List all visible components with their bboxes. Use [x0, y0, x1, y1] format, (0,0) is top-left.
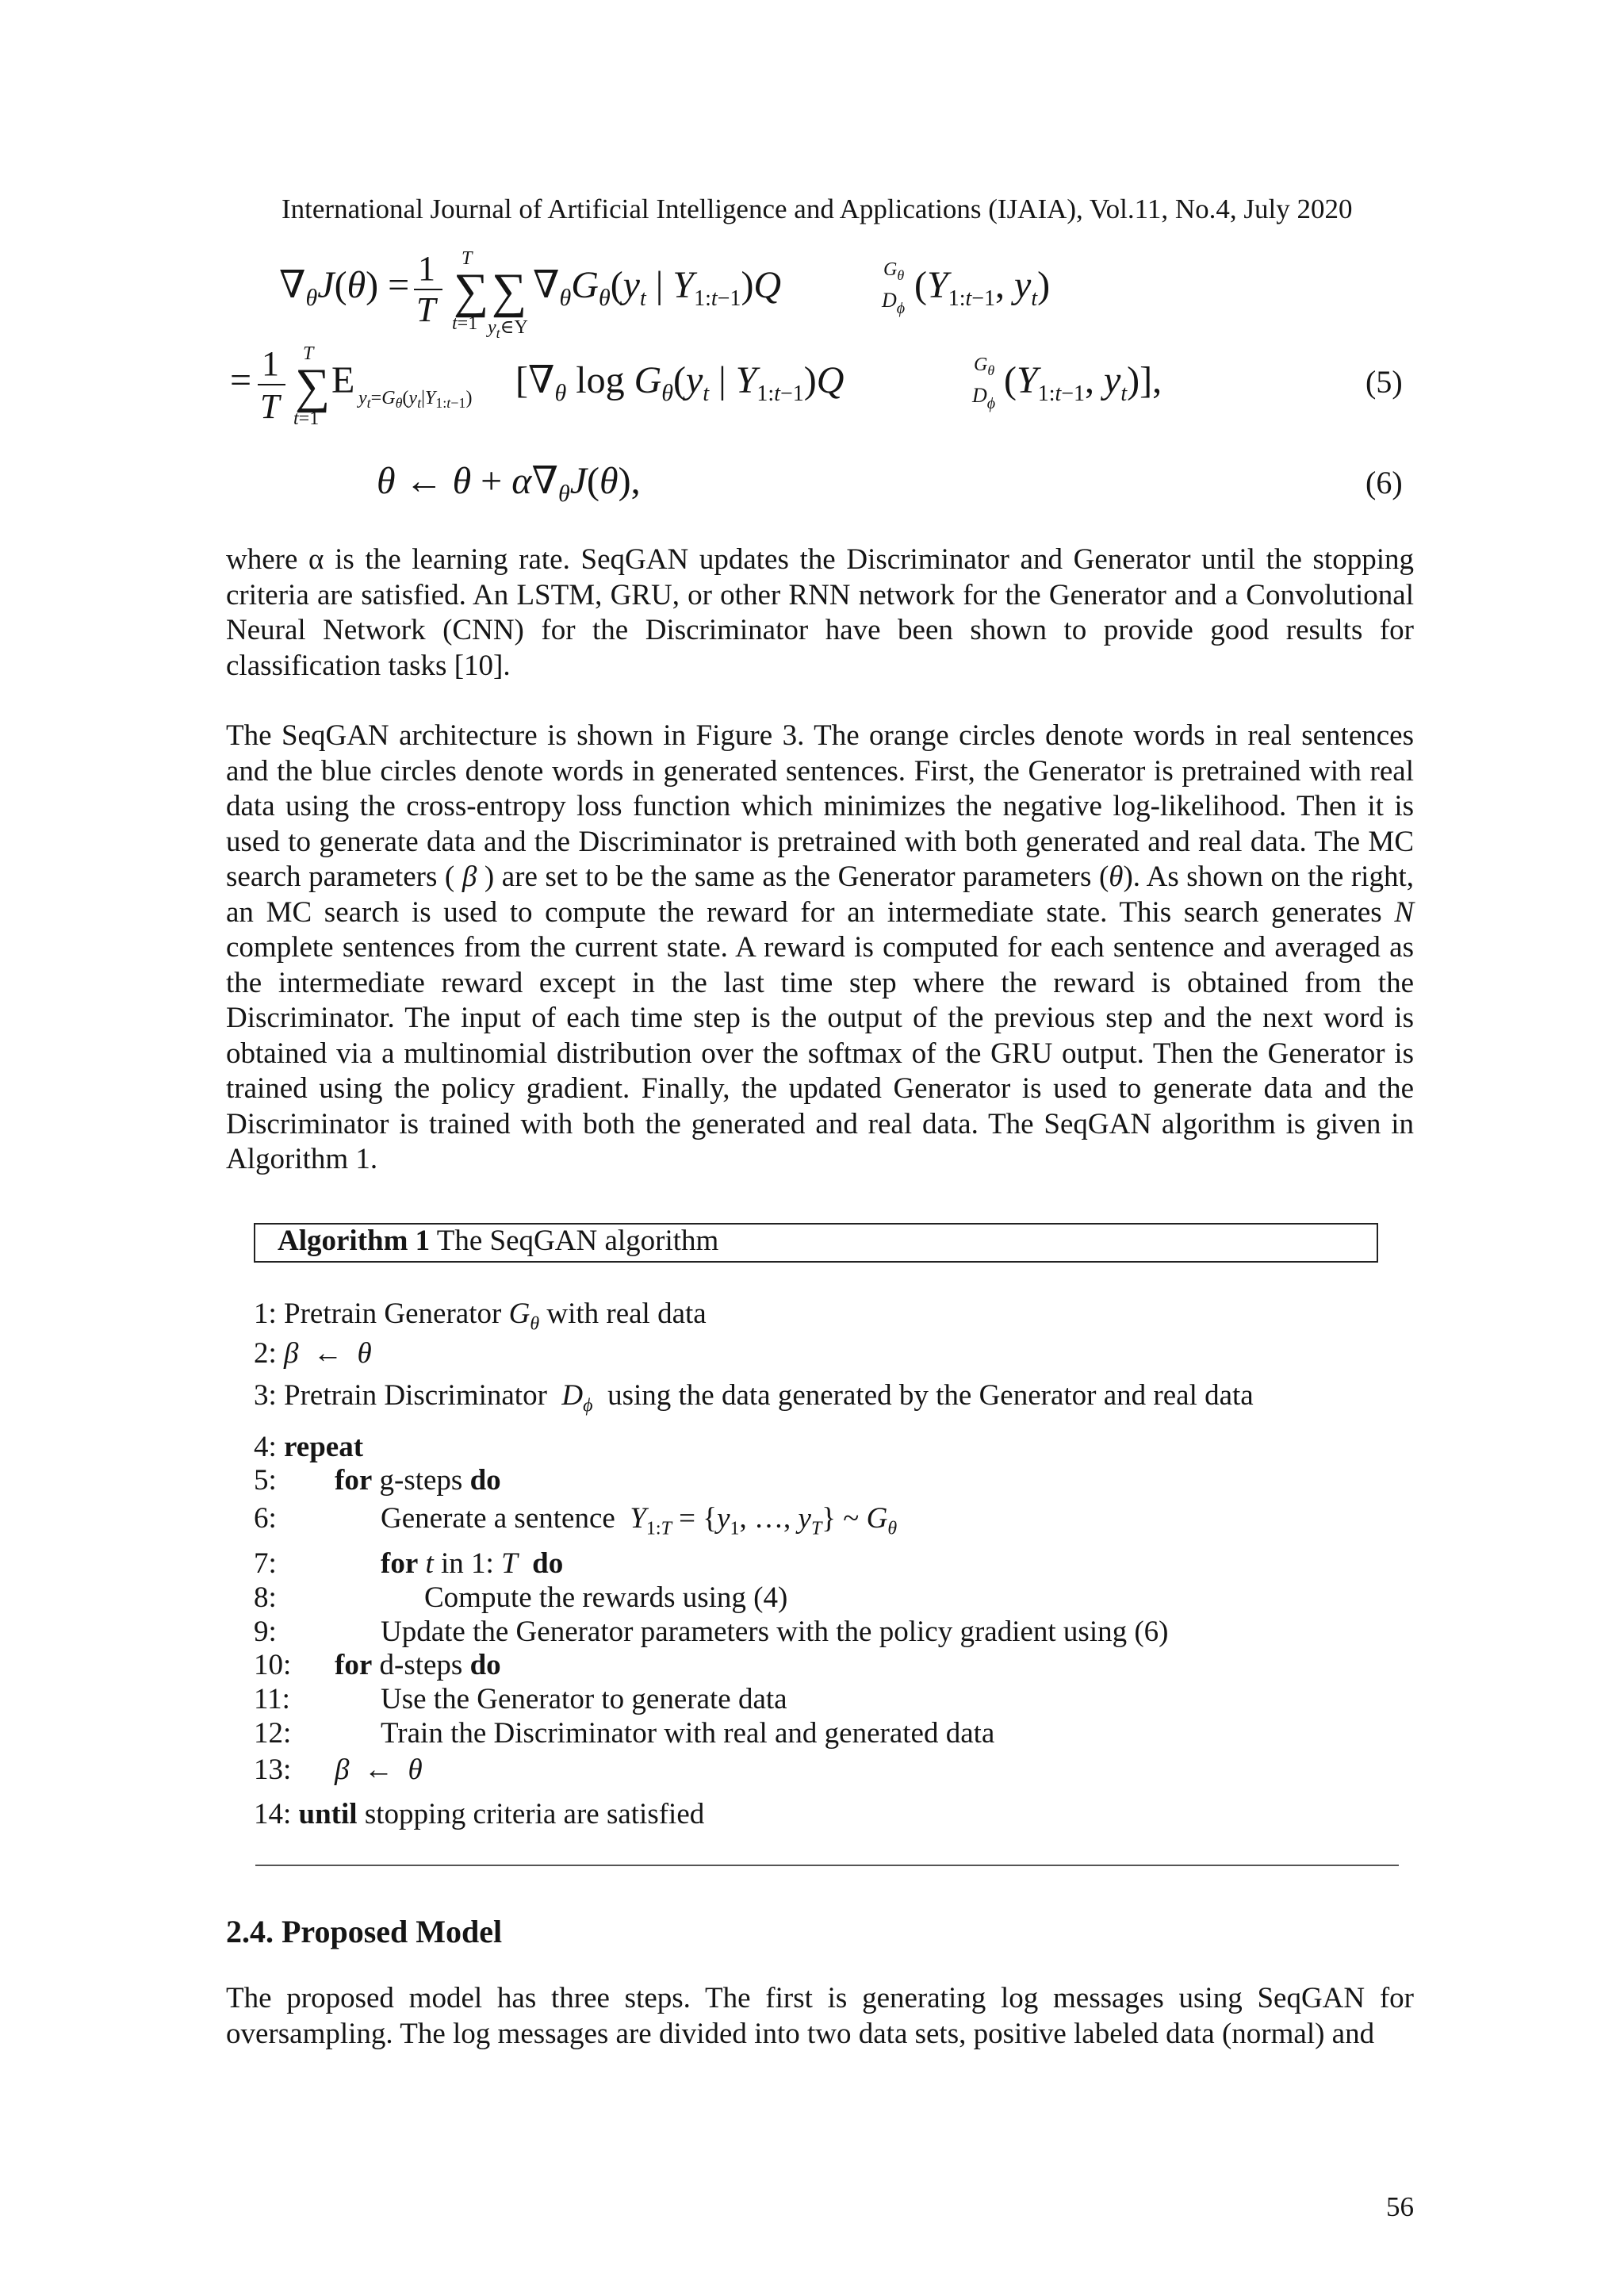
- paragraph-seqgan-architecture: The SeqGAN architecture is shown in Figure 3. The orange circles denote words in real sentences and the blue circles denote words in generated sentences. First, the Generator is pretrained with real data using the cross-entropy loss function which minimizes the negative log-likelihood. Then it is used to generate data and the Discriminator is pretrained with both generated and real data. The MC search parameters ( β ) are set to be the same as the Generator parameters (θ). As shown on the right, an MC search is used to compute the reward for an intermediate state. This search generates N complete sentences from the current state. A reward is computed for each sentence and averaged as the intermediate reward except in the last time step where the reward is obtained from the Discriminator. The input of each time step is the output of the previous step and the next word is obtained via a multinomial distribution over the softmax of the GRU output. Then the Generator is trained using the policy gradient. Finally, the updated Generator is used to generate data and the Discriminator is trained with both the generated and real data. The SeqGAN algorithm is given in Algorithm 1.: [226, 719, 1414, 1175]
- svg-text:∇θGθ(yt | Y1:t−1)Q: $\nabla_\theta G_\theta(y_t$ | $Y_{1:t-1})Q$: [533, 264, 782, 311]
- algorithm-bottom-rule: [255, 1865, 1399, 1866]
- paragraph-proposed-model: The proposed model has three steps. The first is generating log messages using SeqGAN for oversampling. The log messages are divided into two data sets, positive labeled data (normal) and: [226, 1982, 1414, 2050]
- equation-5: [206, 242, 1443, 440]
- algorithm-line-10: 10: for d-steps do: [254, 1649, 501, 1681]
- paragraph-learning-rate: where α is the learning rate. SeqGAN updates the Discriminator and Generator until the stopping criteria are satisfied. An LSTM, GRU, or other RNN network for the Generator and a Convolutional Neural Network (CNN) for the Discriminator have been shown to provide good results for classification tasks [10].: [226, 543, 1414, 682]
- svg-text:t=1: t=1: [293, 408, 320, 429]
- svg-text:∑: ∑: [295, 359, 331, 413]
- running-header: International Journal of Artificial Intelligence and Applications (IJAIA), Vol.11, No.4, July 2020: [282, 194, 1353, 224]
- svg-text:=: =: [230, 359, 252, 401]
- algorithm-title: Algorithm 1 The SeqGAN algorithm: [278, 1225, 719, 1257]
- section-heading: 2.4. Proposed Model: [226, 1914, 503, 1949]
- algorithm-line-1: 1: Pretrain Generator $G_\theta$ with real data: [254, 1297, 707, 1335]
- page-number: 56: [1386, 2191, 1414, 2222]
- svg-text:T: T: [303, 343, 314, 364]
- svg-text:(Y1:t−1, yt)],: ($Y_{1:t-1}$, $y_t$)],: [1004, 359, 1162, 406]
- svg-text:1: 1: [418, 249, 435, 288]
- svg-text:T: T: [462, 248, 473, 269]
- algorithm-line-11: 11: Use the Generator to generate data: [254, 1683, 787, 1715]
- equation-6-number: (6): [1365, 465, 1403, 500]
- svg-text:(Y1:t−1, yt): ($Y_{1:t-1}$, $y_t$): [914, 264, 1051, 311]
- equation-6: [373, 454, 769, 509]
- svg-text:∑: ∑: [492, 264, 527, 318]
- svg-text:T: T: [416, 290, 436, 329]
- svg-text:[∇θ log Gθ(yt | Y1:t−1)Q: [$\nabla_\theta$ $\log G_\theta(y_t$ | $Y_{1:t-1})Q$: [515, 359, 845, 406]
- svg-text:yt∈Y: $y_t\in Y$: [488, 317, 528, 341]
- algorithm-line-6: 6: Generate a sentence $Y_{1:T} = \{y_1$, …, $y_T$} ~ $G_\theta$: [254, 1502, 898, 1539]
- svg-text:yt=Gθ(yt|Y1:t−1): $y_t=G_\theta(y_t|Y_{1:t-1})$: [358, 388, 473, 411]
- equation-5-number: (5): [1365, 364, 1403, 400]
- svg-text:E: E: [331, 359, 355, 401]
- algorithm-line-8: 8: Compute the rewards using (4): [254, 1581, 788, 1614]
- algorithm-line-9: 9: Update the Generator parameters with the policy gradient using (6): [254, 1616, 1169, 1648]
- svg-text:1: 1: [262, 344, 279, 383]
- algorithm-title-underline: [278, 1261, 1348, 1263]
- svg-text:Gθ: $G_\theta$: [974, 355, 995, 378]
- algorithm-line-2: 2: β ← θ: [254, 1337, 372, 1370]
- algorithm-line-5: 5: for g-steps do: [254, 1464, 501, 1497]
- svg-text:θ ← θ + α∇θJ(θ),: θ ← $\theta + \alpha\nabla_\theta J(\theta)$,: [377, 460, 641, 507]
- svg-text:Dϕ: $D_\phi$: [972, 384, 996, 412]
- algorithm-line-14: 14: until stopping criteria are satisfied: [254, 1798, 705, 1830]
- svg-text:∇θJ(θ) =: $\nabla_\theta J(\theta)$ =: [279, 264, 410, 311]
- svg-text:T: T: [260, 387, 280, 426]
- algorithm-line-7: 7: for t in 1: T do: [254, 1547, 564, 1580]
- algorithm-line-12: 12: Train the Discriminator with real and generated data: [254, 1717, 995, 1750]
- algorithm-line-3: 3: Pretrain Discriminator $D_\phi$ using the data generated by the Generator and real data: [254, 1379, 1254, 1416]
- svg-text:Gθ: $G_\theta$: [883, 259, 905, 283]
- svg-text:Dϕ: $D_\phi$: [882, 289, 906, 317]
- svg-text:t=1: t=1: [452, 313, 478, 334]
- algorithm-line-13: 13: β ← θ: [254, 1754, 423, 1786]
- algorithm-line-4: 4: repeat: [254, 1431, 364, 1463]
- svg-text:∑: ∑: [454, 264, 489, 318]
